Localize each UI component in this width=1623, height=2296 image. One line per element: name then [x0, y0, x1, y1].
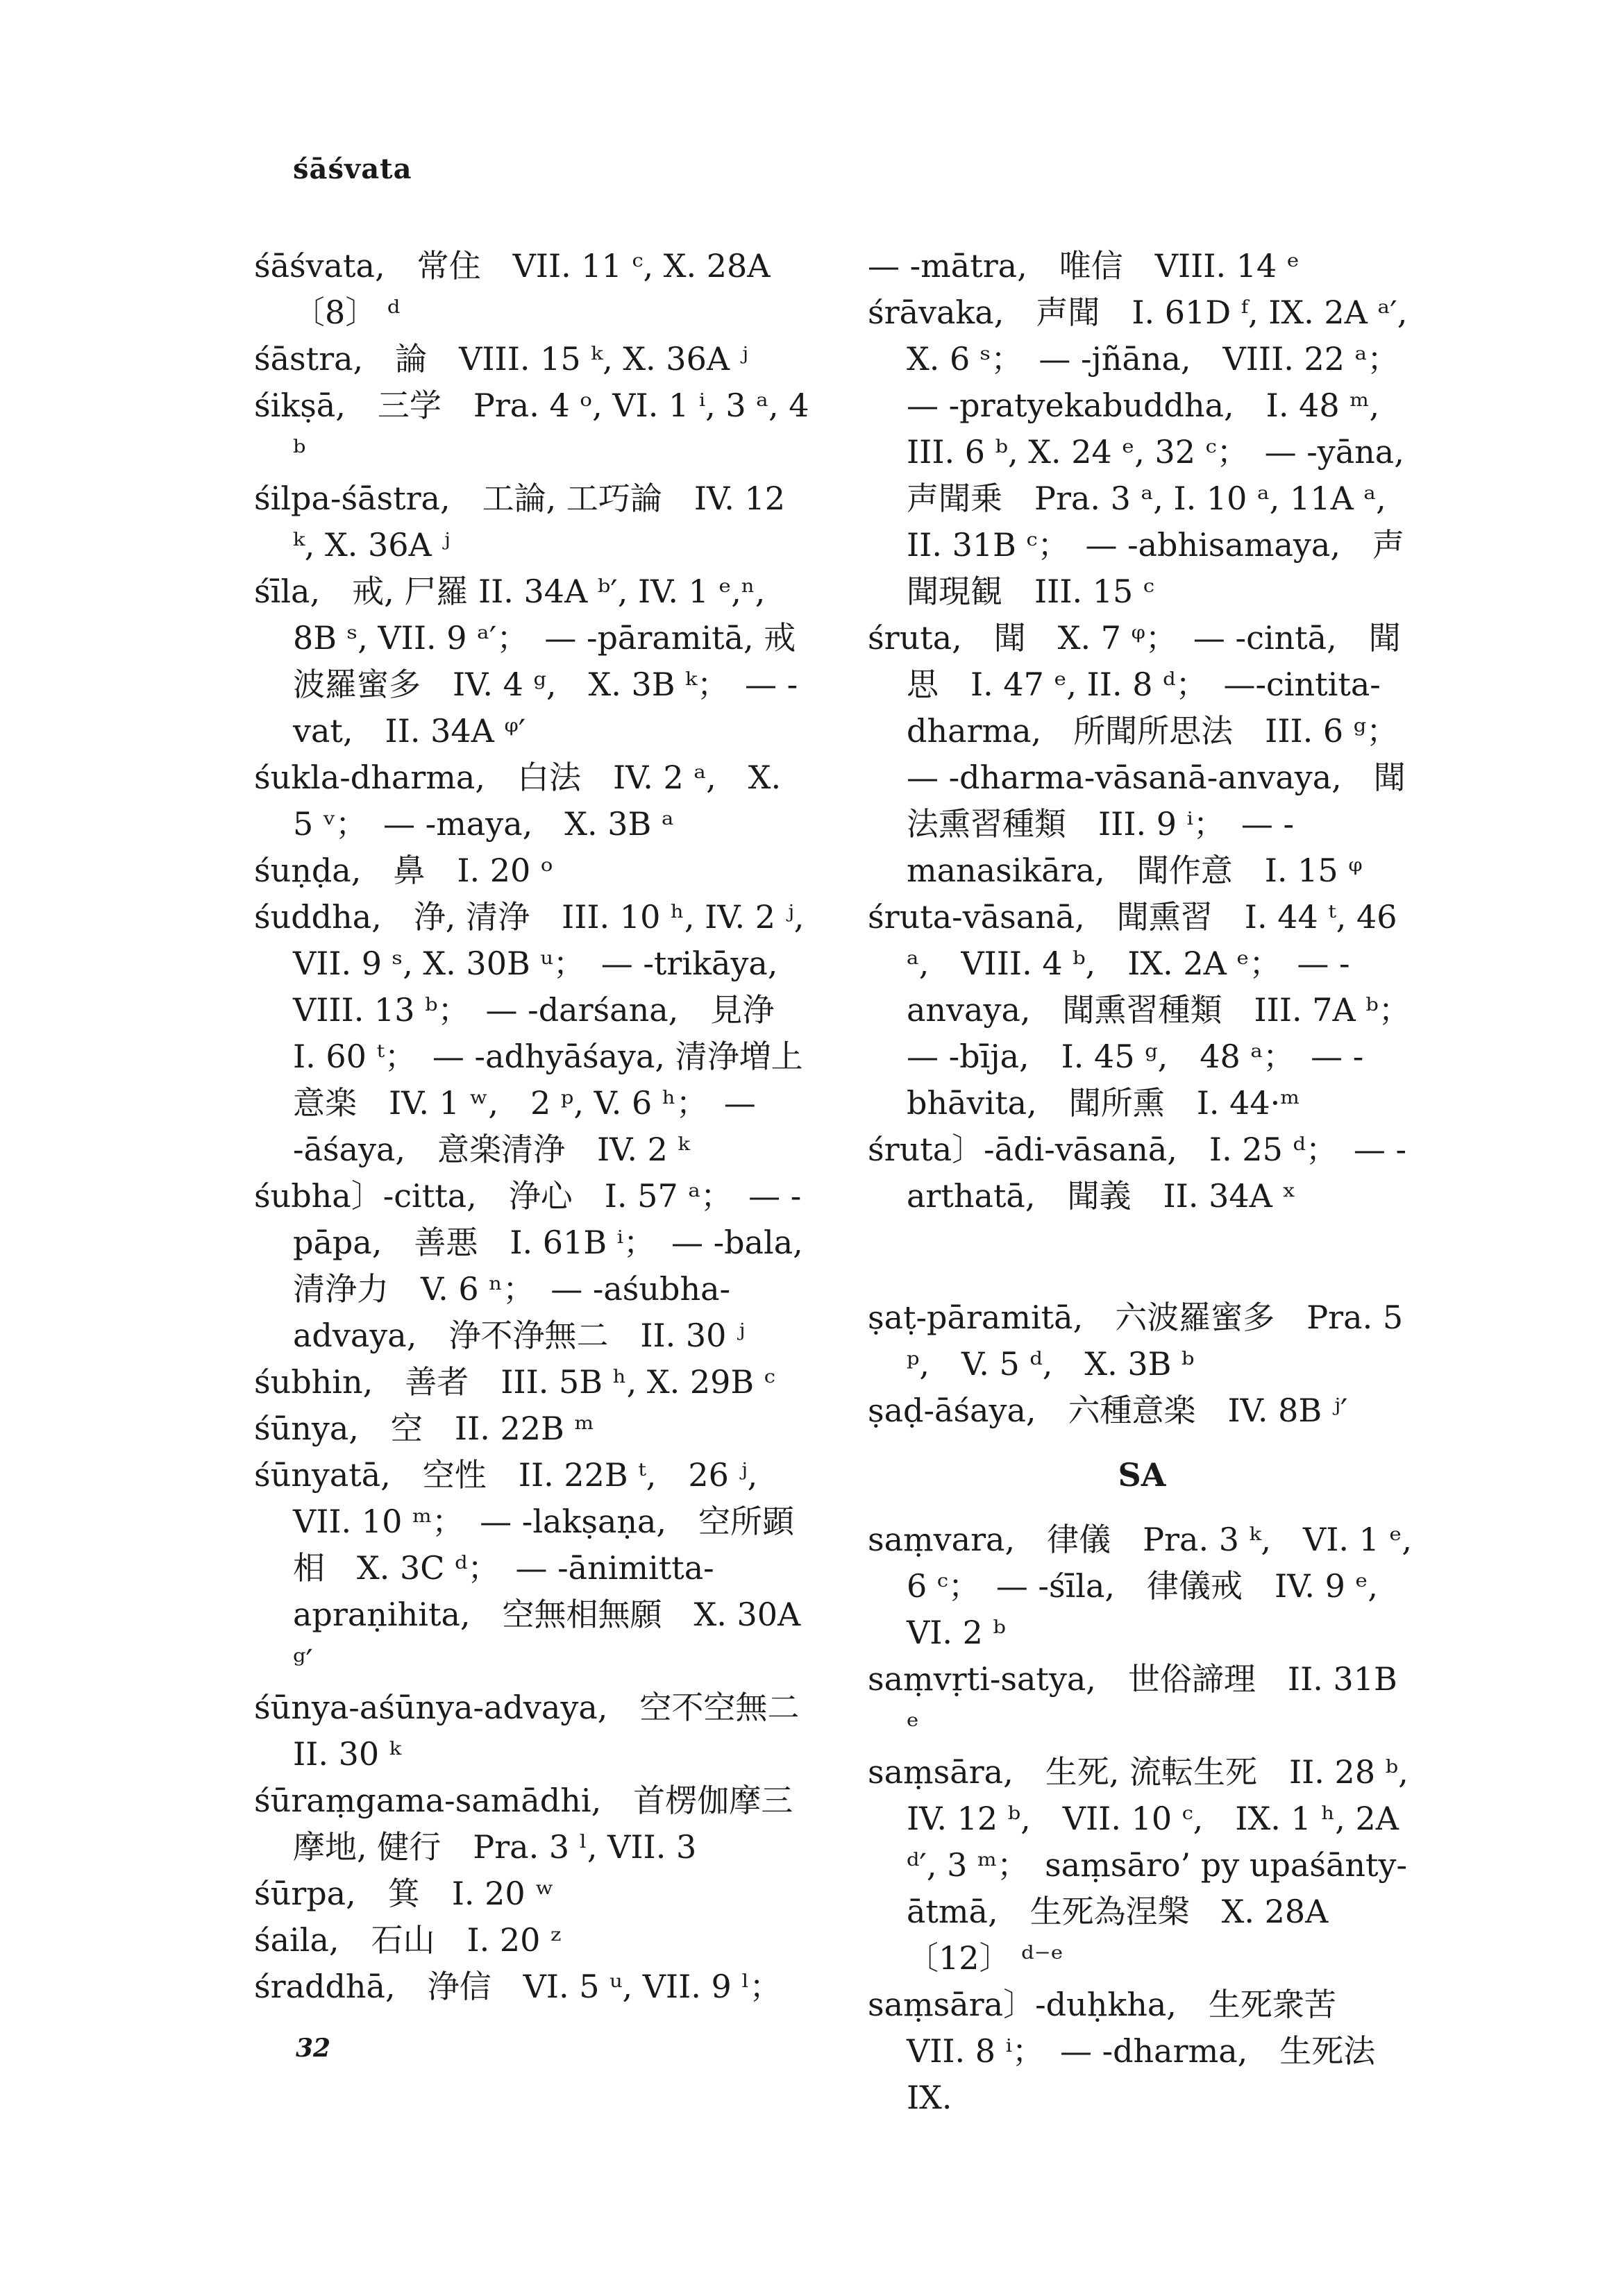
left-column: [254, 243, 809, 2010]
section-heading: SA: [1118, 1456, 1166, 1494]
index-entry: śruta-vāsanā, 聞熏習 I. 44 ᵗ, 46 ᵃ, VIII. 4 ᵇ, IX. 2A ᵉ； — -anvaya, 聞熏習種類 III. 7A ᵇ； — -bīja, I. 45 ᵍ, 48 ᵃ； — -bhāvita, 聞所熏 I. 44·ᵐ: [868, 898, 1427, 1122]
index-entry: śuṇḍa, 鼻 I. 20 ᵒ: [254, 852, 553, 889]
index-entry: śrāvaka, 声聞 I. 61D ᶠ, IX. 2A ᵃ′, X. 6 ˢ； — -jñāna, VIII. 22 ᵃ； — -pratyekabuddha, I. 48 ᵐ, III. 6 ᵇ, X. 24 ᵉ, 32 ᶜ； — -yāna, 声聞乗 Pra. 3 ᵃ, I. 10 ᵃ, 11A ᵃ, II. 31B ᶜ； — -abhisamaya, 声聞現観 III. 15 ᶜ: [868, 294, 1415, 610]
index-entry: ṣaḍ-āśaya, 六種意楽 IV. 8B ʲ′: [868, 1392, 1348, 1429]
index-entry: śuddha, 浄, 清浄 III. 10 ʰ, IV. 2 ʲ, VII. 9 ˢ, X. 30B ᵘ； — -trikāya, VIII. 13 ᵇ； — -darśana, 見浄 I. 60 ᵗ； — -adhyāśaya, 清浄増上意楽 IV. 1 ʷ, 2 ᵖ, V. 6 ʰ； — -āśaya, 意楽清浄 IV. 2 ᵏ: [254, 898, 807, 1168]
column-spacer: [868, 1499, 1416, 1517]
right-column: [868, 243, 1427, 2121]
index-entry: śīla, 戒, 尸羅 II. 34A ᵇ′, IV. 1 ᵉ,ⁿ, 8B ˢ, VII. 9 ᵃ′； — -pāramitā, 戒波羅蜜多 IV. 4 ᵍ, X. 3B ᵏ； — -vat, II. 34A ᵠ′: [254, 573, 798, 750]
index-entry: śubha〕-citta, 浄心 I. 57 ᵃ； — -pāpa, 善悪 I. 61B ⁱ； — -bala, 清浄力 V. 6 ⁿ； — -aśubha-advaya, 浄不浄無二 II. 30 ʲ: [254, 1177, 803, 1354]
index-entry: śruta, 聞 X. 7 ᵠ； — -cintā, 聞思 I. 47 ᵉ, II. 8 ᵈ； —-cintita-dharma, 所聞所思法 III. 6 ᵍ； — -dharma-vāsanā-anvaya, 聞法熏習種類 III. 9 ⁱ； — -manasikāra, 聞作意 I. 15 ᵠ: [868, 619, 1415, 889]
column-spacer: [868, 1219, 1416, 1294]
index-entry: śaila, 石山 I. 20 ᶻ: [254, 1921, 562, 1959]
index-entry: saṃsāra〕-duḥkha, 生死衆苦 VII. 8 ⁱ； — -dharma, 生死法 IX.: [868, 1986, 1408, 2116]
index-entry: śubhin, 善者 III. 5B ʰ, X. 29B ᶜ: [254, 1363, 775, 1401]
index-entry: śāstra, 論 VIII. 15 ᵏ, X. 36A ʲ: [254, 340, 748, 378]
index-entry: śūnya, 空 II. 22B ᵐ: [254, 1410, 594, 1447]
index-entry: saṃsāra, 生死, 流転生死 II. 28 ᵇ, IV. 12 ᵇ, VII. 10 ᶜ, IX. 1 ʰ, 2A ᵈ′, 3 ᵐ； saṃsāro’ py upaśānty-ātmā, 生死為涅槃 X. 28A〔12〕 ᵈ⁻ᵉ: [868, 1753, 1408, 1977]
index-entry: śūraṃgama-samādhi, 首楞伽摩三摩地, 健行 Pra. 3 ˡ, VII. 3: [254, 1782, 793, 1866]
index-entry: śūnyatā, 空性 II. 22B ᵗ, 26 ʲ, VII. 10 ᵐ； — -lakṣaṇa, 空所顕相 X. 3C ᵈ； — -ānimitta-apraṇihita, 空無相無願 X. 30A ᵍ′: [254, 1456, 801, 1680]
index-entry: śūnya-aśūnya-advaya, 空不空無二 II. 30 ᵏ: [254, 1689, 800, 1773]
index-entry: saṃvṛti-satya, 世俗諦理 II. 31B ᵉ: [868, 1660, 1397, 1744]
index-entry: saṃvara, 律儀 Pra. 3 ᵏ, VI. 1 ᵉ, 6 ᶜ； — -śīla, 律儀戒 IV. 9 ᵉ, VI. 2 ᵇ: [868, 1521, 1412, 1651]
index-entry: — -mātra, 唯信 VIII. 14 ᵉ: [868, 247, 1300, 285]
page-number: 32: [296, 2034, 331, 2063]
running-head: śāśvata: [293, 153, 412, 185]
index-entry: śruta〕-ādi-vāsanā, I. 25 ᵈ； — -arthatā, 聞義 II. 34A ˣ: [868, 1131, 1407, 1215]
index-entry: śikṣā, 三学 Pra. 4 ᵒ, VI. 1 ⁱ, 3 ᵃ, 4 ᵇ: [254, 387, 809, 471]
index-entry: ṣaṭ-pāramitā, 六波羅蜜多 Pra. 5 ᵖ, V. 5 ᵈ, X. 3B ᵇ: [868, 1299, 1404, 1383]
index-entry: śukla-dharma, 白法 IV. 2 ᵃ, X. 5 ᵛ； — -maya, X. 3B ᵃ: [254, 759, 782, 843]
column-spacer: [868, 1434, 1416, 1452]
index-entry: śilpa-śāstra, 工論, 工巧論 IV. 12 ᵏ, X. 36A ʲ: [254, 480, 785, 564]
index-entry: śāśvata, 常住 VII. 11 ᶜ, X. 28A 〔8〕 ᵈ: [254, 247, 771, 331]
index-entry: śūrpa, 箕 I. 20 ʷ: [254, 1875, 555, 1912]
index-entry: śraddhā, 浄信 VI. 5 ᵘ, VII. 9 ˡ；: [254, 1968, 782, 2005]
